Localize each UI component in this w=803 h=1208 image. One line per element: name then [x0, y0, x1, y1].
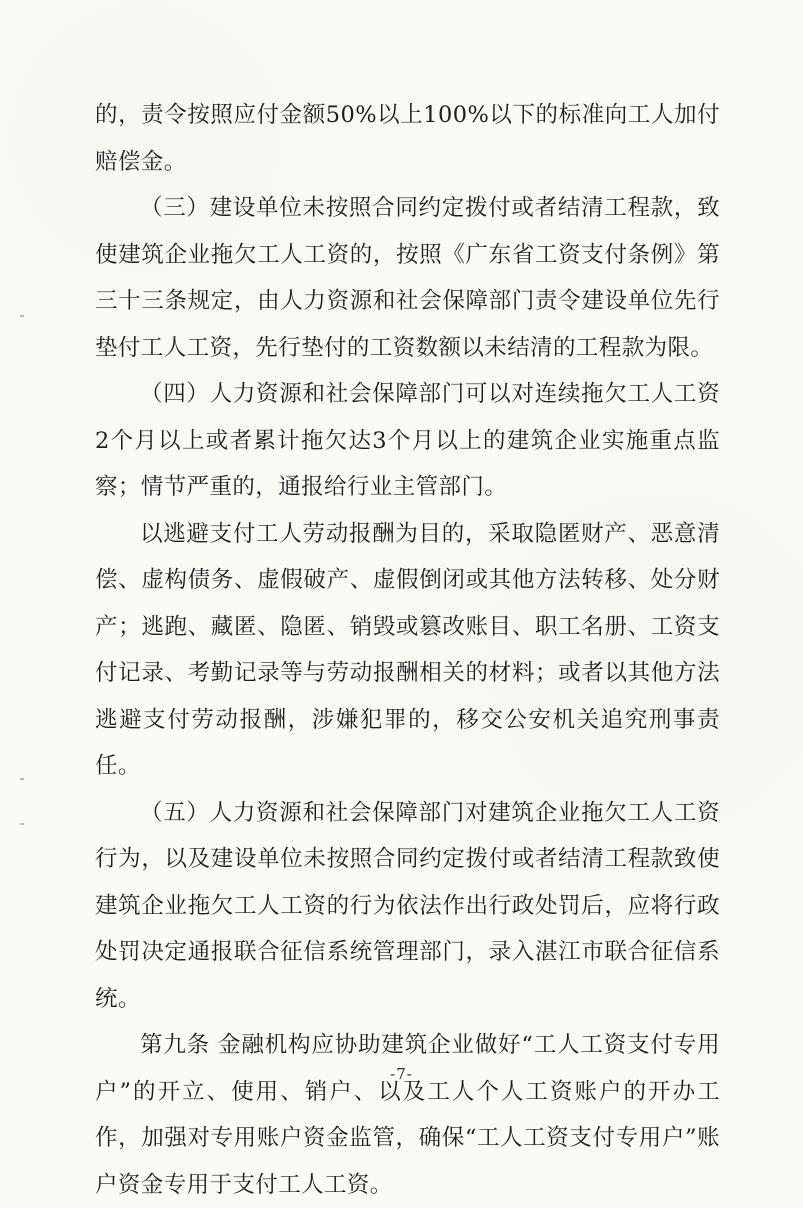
paragraph-item-four: （四）人力资源和社会保障部门可以对连续拖欠工人工资2个月以上或者累计拖欠达3个月以上的建筑企业实施重点监察；情节严重的，通报给行业主管部门。 [95, 381, 720, 500]
paragraph-item-three: （三）建设单位未按照合同约定拨付或者结清工程款，致使建筑企业拖欠工人工资的，按照《广东省工资支付条例》第三十三条规定，由人力资源和社会保障部门责令建设单位先行垫付工人工资，先行垫付的工资数额以未结清的工程款为限。 [95, 195, 720, 361]
paragraph-criminal-liability: 以逃避支付工人劳动报酬为目的，采取隐匿财产、恶意清偿、虚构债务、虚假破产、虚假倒闭或其他方法转移、处分财产；逃跑、藏匿、隐匿、销毁或篡改账目、职工名册、工资支付记录、考勤记录等与劳动报酬相关的材料；或者以其他方法逃避支付劳动报酬，涉嫌犯罪的，移交公安机关追究刑事责任。 [95, 520, 720, 779]
scan-artifact [20, 778, 24, 780]
page-number: -7- [390, 1065, 413, 1083]
paragraph-continuation: 的，责令按照应付金额50%以上100%以下的标准向工人加付赔偿金。 [95, 102, 720, 175]
paragraph-item-five: （五）人力资源和社会保障部门对建筑企业拖欠工人工资行为，以及建设单位未按照合同约定拨付或者结清工程款致使建筑企业拖欠工人工资的行为依法作出行政处罚后，应将行政处罚决定通报联合征信系统管理部门，录入湛江市联合征信系统。 [95, 799, 720, 1012]
document-body [95, 92, 720, 1208]
scan-artifact [20, 823, 24, 825]
scan-artifact [20, 315, 24, 317]
paragraph-article-nine: 第九条 金融机构应协助建筑企业做好“工人工资支付专用户”的开立、使用、销户、以及工人个人工资账户的开办工作，加强对专用账户资金监管，确保“工人工资支付专用户”账户资金专用于支付工人工资。 [95, 1032, 720, 1198]
